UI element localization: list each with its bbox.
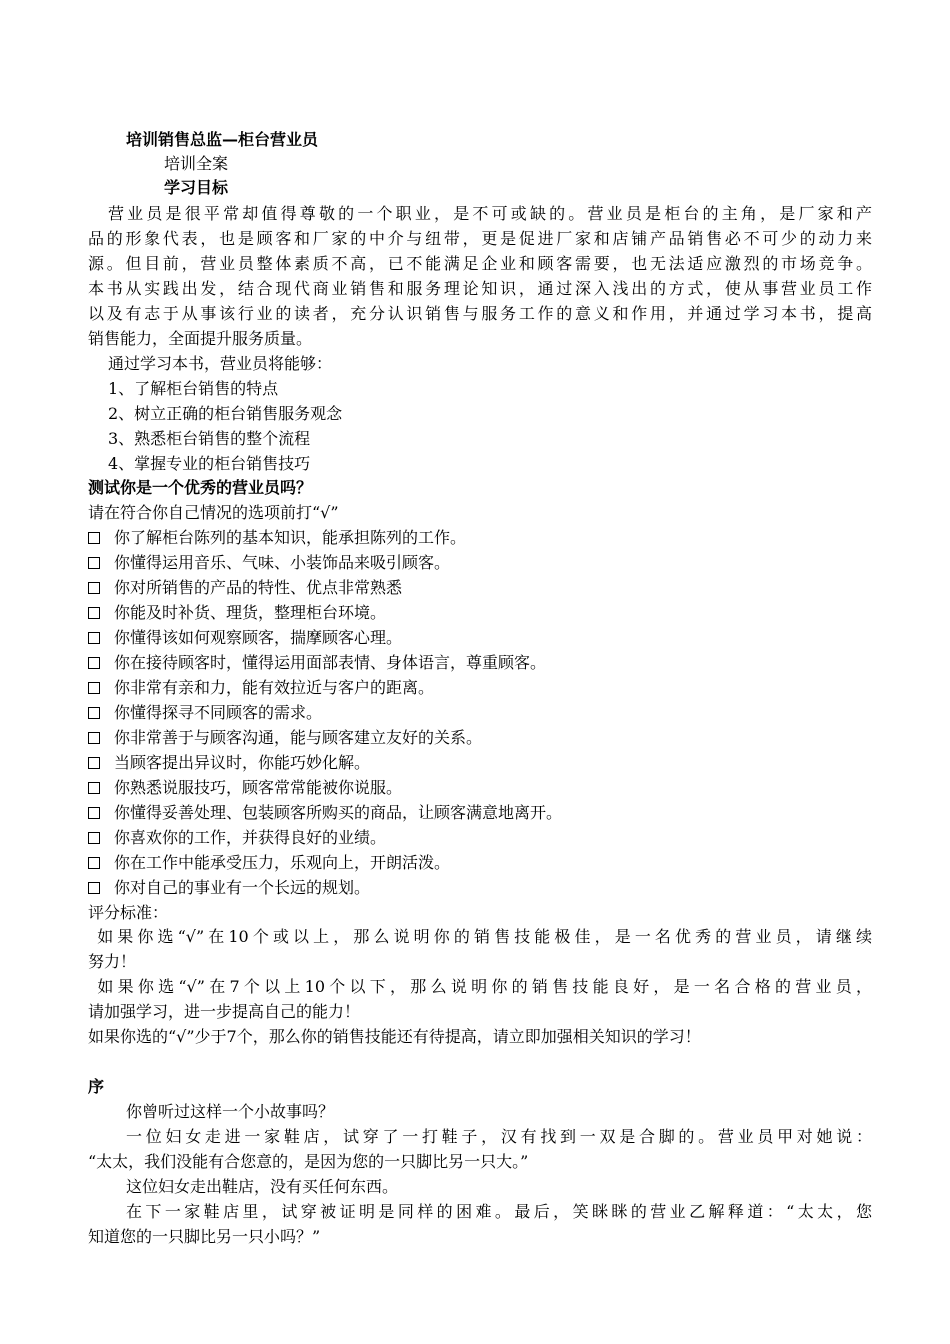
checkbox[interactable] bbox=[88, 607, 100, 619]
scoring-heading: 评分标准： bbox=[88, 903, 169, 922]
checklist-item[interactable] bbox=[88, 625, 402, 650]
scoring-line: 如果你选的“√”少于7个，那么你的销售技能还有待提高，请立即加强相关知识的学习！ bbox=[88, 1027, 701, 1046]
checklist-item[interactable] bbox=[88, 800, 562, 825]
checklist-label: 你能及时补货、理货，整理柜台环境。 bbox=[114, 603, 387, 622]
scoring-line: 如果你选“√”在7个以上10个以下，那么说明你的销售技能良好，是一名合格的营业员， bbox=[88, 977, 872, 996]
checklist-item[interactable] bbox=[88, 600, 386, 625]
checkbox[interactable] bbox=[88, 807, 100, 819]
checklist-item[interactable] bbox=[88, 700, 322, 725]
checklist-item[interactable] bbox=[88, 550, 450, 575]
checklist-item[interactable] bbox=[88, 725, 482, 750]
checklist-label: 你在接待顾客时，懂得运用面部表情、身体语言，尊重顾客。 bbox=[114, 653, 547, 672]
intro-line: 本书从实践出发，结合现代商业销售和服务理论知识，通过深入浅出的方式，使从事营业员工作 bbox=[88, 279, 872, 298]
checklist-label: 你在工作中能承受压力，乐观向上，开朗活泼。 bbox=[114, 853, 451, 872]
checklist-label: 你懂得运用音乐、气味、小装饰品来吸引顾客。 bbox=[114, 553, 451, 572]
goal-item: 4、掌握专业的柜台销售技巧 bbox=[108, 454, 311, 473]
checkbox[interactable] bbox=[88, 532, 100, 544]
goals-lead: 通过学习本书，营业员将能够： bbox=[108, 354, 333, 373]
checkbox[interactable] bbox=[88, 657, 100, 669]
preface-line: 一位妇女走进一家鞋店，试穿了一打鞋子，汉有找到一双是合脚的。营业员甲对她说： bbox=[126, 1127, 872, 1146]
checkbox[interactable] bbox=[88, 557, 100, 569]
checklist-item[interactable] bbox=[88, 750, 370, 775]
preface-line: “太太，我们没能有合您意的，是因为您的一只脚比另一只大。” bbox=[88, 1152, 529, 1171]
preface-line: 在下一家鞋店里，试穿被证明是同样的困难。最后，笑眯眯的营业乙解释道：“太太，您 bbox=[126, 1202, 872, 1221]
checklist-label: 你非常有亲和力，能有效拉近与客户的距离。 bbox=[114, 678, 435, 697]
checklist-item[interactable] bbox=[88, 775, 402, 800]
checklist-label: 你懂得该如何观察顾客，揣摩顾客心理。 bbox=[114, 628, 403, 647]
checklist-label: 你非常善于与顾客沟通，能与顾客建立友好的关系。 bbox=[114, 728, 483, 747]
checkbox[interactable] bbox=[88, 882, 100, 894]
document-subtitle: 培训全案 bbox=[164, 154, 229, 173]
checklist-label: 当顾客提出异议时，你能巧妙化解。 bbox=[114, 753, 371, 772]
goal-item: 3、熟悉柜台销售的整个流程 bbox=[108, 429, 311, 448]
goal-item: 1、了解柜台销售的特点 bbox=[108, 379, 279, 398]
checklist-item[interactable] bbox=[88, 825, 386, 850]
intro-line: 销售能力，全面提升服务质量。 bbox=[88, 329, 313, 348]
checklist-label: 你对所销售的产品的特性、优点非常熟悉 bbox=[114, 578, 403, 597]
preface-line: 你曾听过这样一个小故事吗？ bbox=[126, 1102, 335, 1121]
checkbox[interactable] bbox=[88, 757, 100, 769]
checkbox[interactable] bbox=[88, 632, 100, 644]
checklist-label: 你对自己的事业有一个长远的规划。 bbox=[114, 878, 371, 897]
intro-line: 营业员是很平常却值得尊敬的一个职业，是不可或缺的。营业员是柜台的主角，是厂家和产 bbox=[108, 204, 872, 223]
test-instruction: 请在符合你自己情况的选项前打“√” bbox=[88, 503, 339, 522]
checklist-item[interactable] bbox=[88, 875, 370, 900]
checklist-item[interactable] bbox=[88, 650, 546, 675]
checklist-label: 你了解柜台陈列的基本知识，能承担陈列的工作。 bbox=[114, 528, 467, 547]
checkbox[interactable] bbox=[88, 582, 100, 594]
checklist-label: 你熟悉说服技巧，顾客常常能被你说服。 bbox=[114, 778, 403, 797]
checklist-item[interactable] bbox=[88, 675, 434, 700]
preface-heading: 序 bbox=[88, 1077, 105, 1096]
checklist-item[interactable] bbox=[88, 575, 402, 600]
checkbox[interactable] bbox=[88, 732, 100, 744]
preface-line: 知道您的一只脚比另一只小吗？” bbox=[88, 1227, 321, 1246]
scoring-line: 如果你选“√”在10个或以上，那么说明你的销售技能极佳，是一名优秀的营业员，请继续 bbox=[88, 927, 872, 946]
checkbox[interactable] bbox=[88, 857, 100, 869]
scoring-line: 请加强学习，进一步提高自己的能力！ bbox=[88, 1002, 361, 1021]
checkbox[interactable] bbox=[88, 832, 100, 844]
checkbox[interactable] bbox=[88, 782, 100, 794]
test-heading: 测试你是一个优秀的营业员吗？ bbox=[88, 478, 313, 497]
checklist-label: 你喜欢你的工作，并获得良好的业绩。 bbox=[114, 828, 387, 847]
document-title: 培训销售总监—柜台营业员 bbox=[126, 130, 319, 149]
intro-line: 源。但目前，营业员整体素质不高，已不能满足企业和顾客需要，也无法适应激烈的市场竞争。 bbox=[88, 254, 872, 273]
checkbox[interactable] bbox=[88, 707, 100, 719]
checkbox[interactable] bbox=[88, 682, 100, 694]
intro-line: 以及有志于从事该行业的读者，充分认识销售与服务工作的意义和作用，并通过学习本书，提高 bbox=[88, 304, 872, 323]
checklist-item[interactable] bbox=[88, 850, 450, 875]
goal-item: 2、树立正确的柜台销售服务观念 bbox=[108, 404, 343, 423]
checklist-label: 你懂得妥善处理、包装顾客所购买的商品，让顾客满意地离开。 bbox=[114, 803, 563, 822]
intro-line: 品的形象代表，也是顾客和厂家的中介与纽带，更是促进厂家和店铺产品销售必不可少的动力来 bbox=[88, 229, 872, 248]
checklist-item[interactable] bbox=[88, 525, 466, 550]
preface-line: 这位妇女走出鞋店，没有买任何东西。 bbox=[126, 1177, 399, 1196]
scoring-line: 努力！ bbox=[88, 952, 137, 971]
checklist-label: 你懂得探寻不同顾客的需求。 bbox=[114, 703, 323, 722]
goals-heading: 学习目标 bbox=[164, 178, 229, 197]
